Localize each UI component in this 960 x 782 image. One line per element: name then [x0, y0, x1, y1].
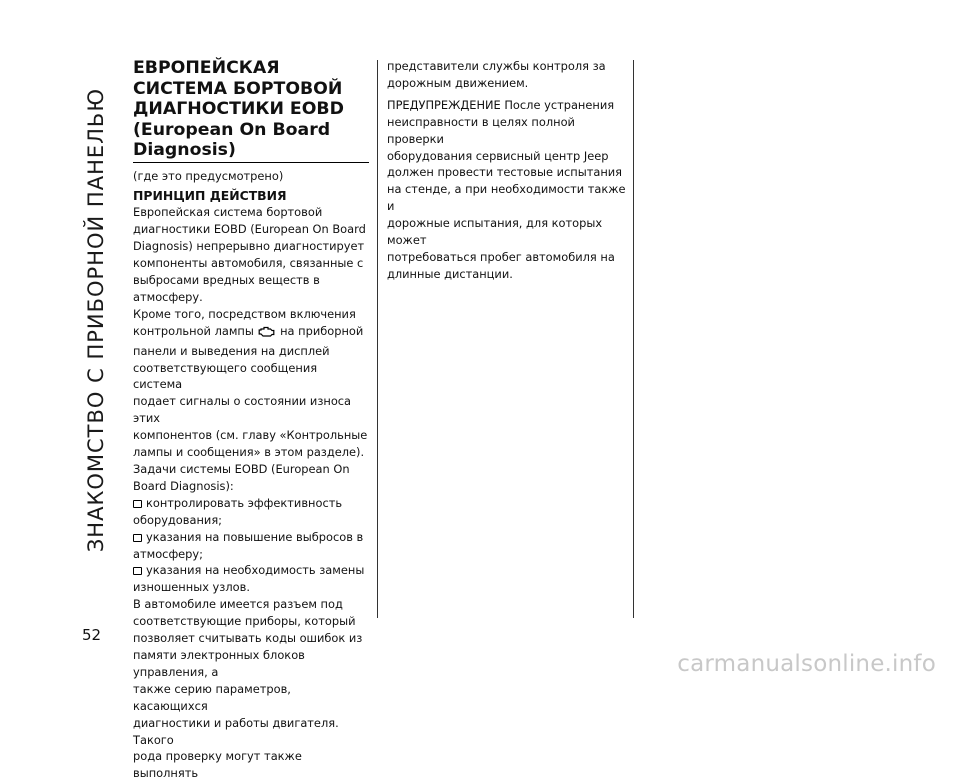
sidebar-title-text: ЗНАКОМСТВО С ПРИБОРНОЙ ПАНЕЛЬЮ	[84, 87, 108, 553]
text-line: оборудования;	[133, 512, 223, 527]
right-rule	[633, 60, 634, 618]
text-line: компонентов (см. главу «Контрольные	[133, 428, 368, 443]
checkbox-bullet-icon	[133, 567, 142, 575]
text-line: Задачи системы EOBD (European On	[133, 462, 350, 476]
text-line: диагностики и работы двигателя. Такого	[133, 715, 339, 747]
text-line: дорожные испытания, для которых может	[387, 216, 603, 248]
text-line: подает сигналы о состоянии износа этих	[133, 394, 352, 426]
text-line: Европейская система бортовой	[133, 205, 323, 220]
text-line: панели и выведения на дисплей	[133, 343, 330, 358]
bullet-text: указания на повышение выбросов в	[146, 529, 364, 544]
text-line: изношенных узлов.	[133, 580, 250, 595]
column-right	[387, 58, 627, 283]
text-line: В автомобиле имеется разъем под	[133, 597, 343, 612]
text-line: Board Diagnosis):	[133, 478, 234, 493]
text-line: компоненты автомобиля, связанные с	[133, 256, 364, 271]
text-line: Diagnosis) непрерывно диагностирует	[133, 239, 365, 254]
text-line: соответствующего сообщения система	[133, 360, 318, 392]
text-line: также серию параметров, касающихся	[133, 681, 291, 713]
lamp-text-after: на приборной	[280, 323, 364, 338]
title-line: ЕВРОПЕЙСКАЯ	[133, 58, 280, 78]
text-line: на стенде, а при необходимости также и	[387, 182, 626, 214]
text-line: представители службы контроля за	[387, 59, 606, 73]
page-title	[133, 58, 369, 163]
text-line: памяти электронных блоков управления, а	[133, 647, 305, 679]
text-line: оборудования сервисный центр Jeep	[387, 148, 609, 163]
continued-paragraph	[387, 58, 627, 92]
bullet-text: указания на необходимость замены	[146, 563, 365, 578]
body-text	[133, 204, 369, 782]
warning-paragraph	[387, 97, 627, 283]
text-line: ПРЕДУПРЕЖДЕНИЕ После устранения	[387, 97, 615, 112]
checkbox-bullet-icon	[133, 534, 142, 542]
section-heading: ПРИНЦИП ДЕЙСТВИЯ	[133, 188, 287, 204]
text-line: Кроме того, посредством включения	[133, 306, 356, 321]
text-line: позволяет считывать коды ошибок из	[133, 631, 363, 646]
page-number: 52	[82, 626, 102, 644]
list-item	[133, 529, 369, 546]
sidebar-section-title	[72, 60, 120, 580]
title-line: Diagnosis)	[133, 140, 236, 160]
text-line: атмосферу;	[133, 546, 203, 561]
text-line: диагностики EOBD (European On Board	[133, 222, 366, 237]
engine-warning-icon	[258, 325, 275, 343]
title-line: (European On Board	[133, 119, 331, 140]
text-line: дорожным движением.	[387, 75, 529, 90]
text-line-with-lamp	[133, 323, 369, 343]
list-item	[133, 562, 369, 579]
lamp-text-before: контрольной лампы	[133, 323, 254, 338]
text-line: длинные дистанции.	[387, 266, 513, 281]
watermark: carmanualsonline.info	[677, 651, 936, 677]
availability-note: (где это предусмотрено)	[133, 168, 284, 183]
bullet-text: контролировать эффективность	[146, 495, 343, 510]
text-line: соответствующие приборы, который	[133, 614, 356, 629]
list-item	[133, 495, 369, 512]
title-line: СИСТЕМА БОРТОВОЙ	[133, 78, 343, 99]
text-line: должен провести тестовые испытания	[387, 165, 623, 180]
text-line: лампы и сообщения» в этом разделе).	[133, 445, 365, 460]
checkbox-bullet-icon	[133, 500, 142, 508]
text-line: неисправности в целях полной проверки	[387, 114, 575, 146]
title-line: ДИАГНОСТИКИ EOBD	[133, 99, 344, 119]
left-rule	[377, 60, 378, 618]
text-line: рода проверку могут также выполнять	[133, 749, 302, 781]
text-line: выбросами вредных веществ в атмосферу.	[133, 273, 320, 304]
column-left	[133, 58, 369, 782]
text-line: потребоваться пробег автомобиля на	[387, 249, 615, 264]
